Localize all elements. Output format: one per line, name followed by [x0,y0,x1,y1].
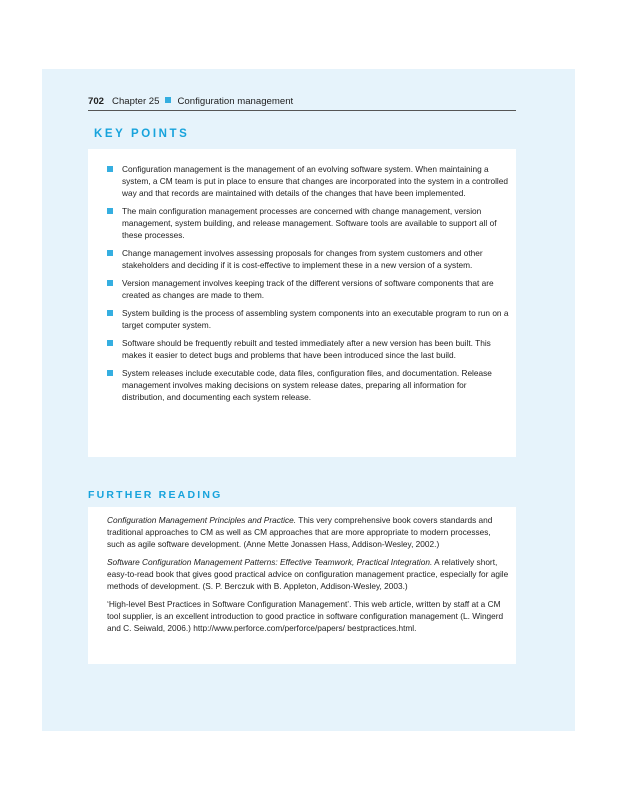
list-item: System releases include executable code, data files, configuration files, and documentation. Release management involves making decisions on system release dates, preparing all information for distribution, and documenting each system release. [107,367,510,403]
list-item: System building is the process of assembling system components into an executable program to run on a target computer system. [107,307,510,331]
reference-text: A relatively short, easy-to-read book that gives good practical advice on configuration management practice, especially for agile methods of development. (S. P. Berczuk with B. Appleton, Addison-Wesley, 2003.) [107,557,509,591]
square-bullet-icon [107,340,113,346]
running-head [88,96,516,111]
reference-title: Configuration Management Principles and Practice. [107,515,297,525]
list-item: Software should be frequently rebuilt and tested immediately after a new version has been built. This makes it easier to detect bugs and problems that have been introduced since the last build. [107,337,510,361]
reference-item [107,598,510,634]
reference-item [107,514,510,550]
page-number: 702 [88,96,105,107]
key-points-list [88,149,516,403]
further-reading-box [88,507,516,664]
further-reading-title: FURTHER READING [88,489,223,501]
reference-title: Software Configuration Management Patterns: Effective Teamwork, Practical Integration. [107,557,433,567]
reference-text: ‘High-level Best Practices in Software Configuration Management’. This web article, written by staff at a CM tool supplier, is an excellent introduction to good practice in software configuration management (L. Wingerd and C. Seiwald, 2006.) http://www.perforce.com/perforce/papers/ bestpractices.html. [107,599,504,633]
chapter-title: Configuration management [177,96,294,107]
list-item: Change management involves assessing proposals for changes from system customers and other stakeholders and deciding if it is cost-effective to implement these in a new version of a system. [107,247,510,271]
square-bullet-icon [107,166,113,172]
key-points-box [88,149,516,457]
square-bullet-icon [107,310,113,316]
reference-item [107,556,510,592]
list-item: Version management involves keeping track of the different versions of software components that are created as changes are made to them. [107,277,510,301]
square-bullet-icon [107,208,113,214]
reference-text: This very comprehensive book covers standards and traditional approaches to CM as well as CM approaches that are more appropriate to modern processes, such as agile software development. (Anne Mette Jonassen Hass, Addison-Wesley, 2002.) [107,515,493,549]
reference-list [88,507,516,634]
key-points-title: KEY POINTS [94,128,190,140]
square-bullet-icon [107,370,113,376]
square-bullet-icon [165,97,171,103]
list-item: Configuration management is the management of an evolving software system. When maintaining a system, a CM team is put in place to ensure that changes are incorporated into the system in a controlled way and that records are maintained with details of the changes that have been implemented. [107,163,510,199]
list-item: The main configuration management processes are concerned with change management, version management, system building, and release management. Software tools are available to support all of these processes. [107,205,510,241]
square-bullet-icon [107,280,113,286]
square-bullet-icon [107,250,113,256]
chapter-label: Chapter 25 [112,96,160,107]
